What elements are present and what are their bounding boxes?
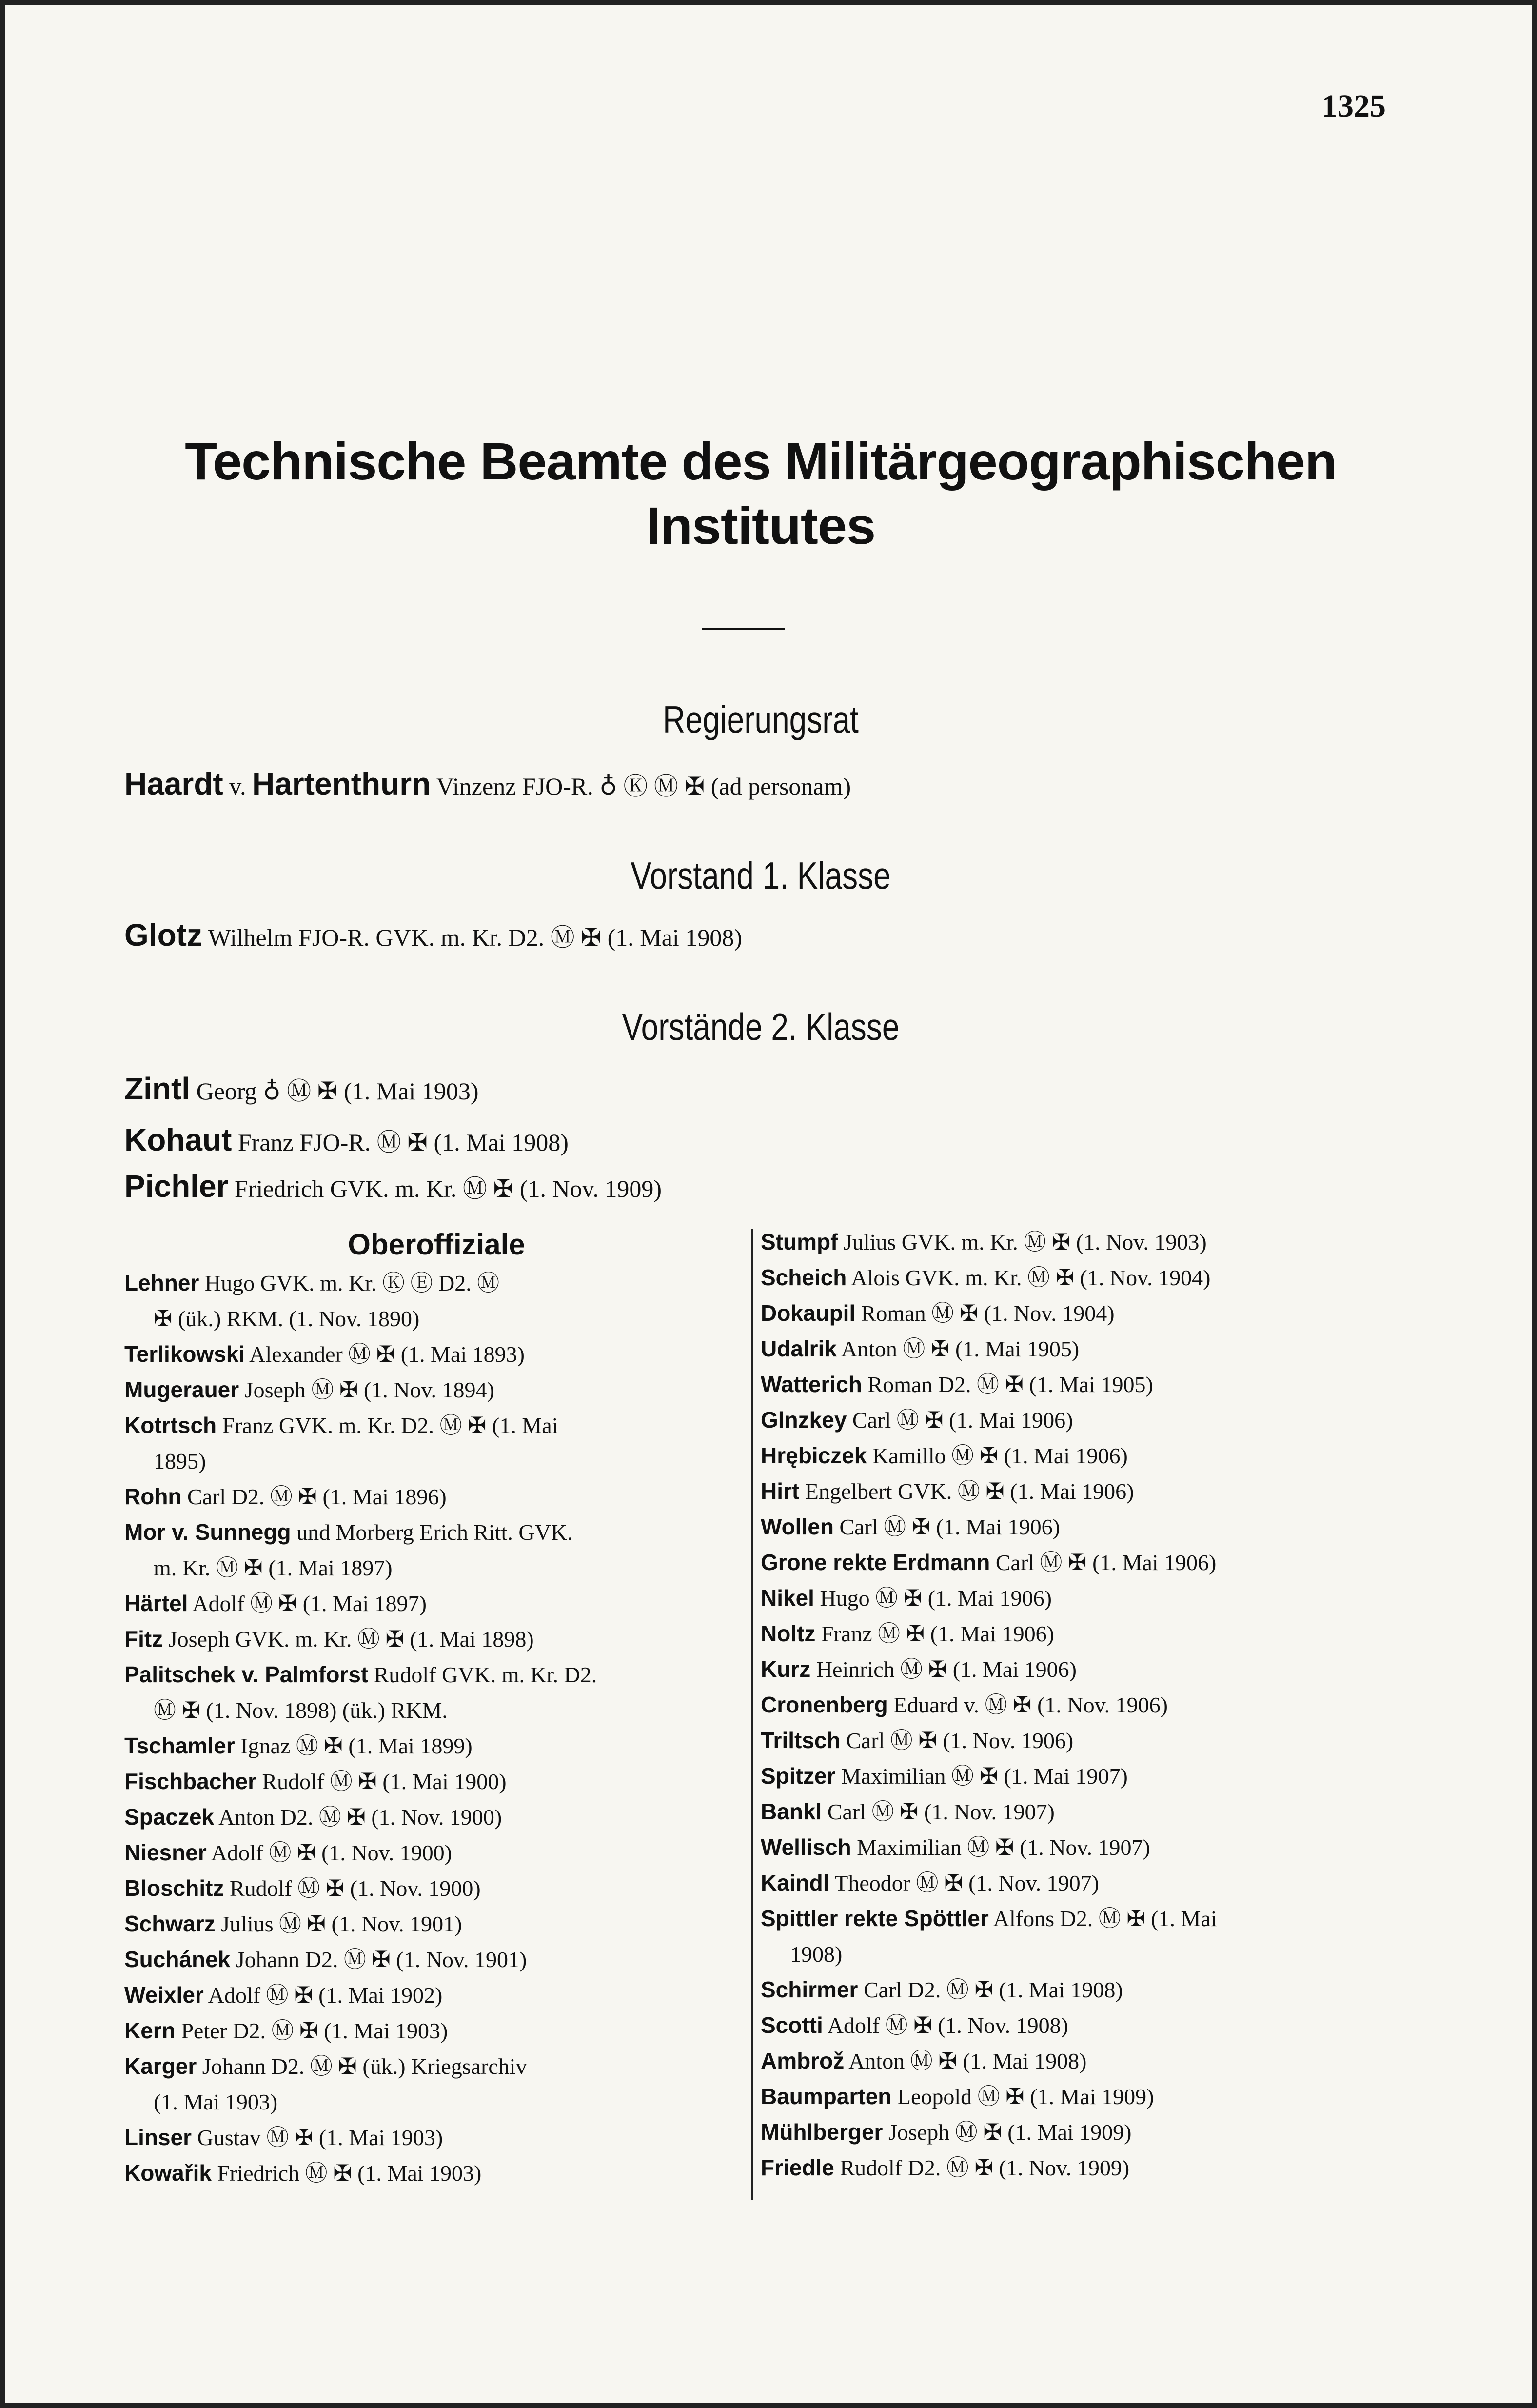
list-item-surname: Mor v. Sunnegg <box>124 1519 291 1545</box>
list-item-details: Hugo GVK. m. Kr. Ⓚ Ⓔ D2. Ⓜ <box>204 1271 500 1295</box>
list-item <box>124 1621 749 1657</box>
list-item <box>124 1728 749 1764</box>
oberoffiziale-left-column <box>124 1224 749 2191</box>
list-item <box>761 1758 1390 1794</box>
list-item <box>124 1692 749 1728</box>
list-item-details: Engelbert GVK. Ⓜ ✠ (1. Mai 1906) <box>805 1479 1134 1504</box>
list-item-details: Eduard v. Ⓜ ✠ (1. Nov. 1906) <box>893 1692 1168 1717</box>
list-item-details: Maximilian Ⓜ ✠ (1. Mai 1907) <box>841 1764 1128 1789</box>
list-item-surname: Kaindl <box>761 1870 829 1895</box>
list-item-surname: Fitz <box>124 1626 163 1652</box>
list-item-details: Carl Ⓜ ✠ (1. Mai 1906) <box>839 1514 1060 1539</box>
list-item <box>124 1514 749 1550</box>
list-item <box>124 1372 749 1408</box>
list-item <box>124 1871 749 1906</box>
list-item-surname: Kotrtsch <box>124 1413 217 1438</box>
list-item <box>761 1794 1390 1830</box>
list-item-details: Carl Ⓜ ✠ (1. Mai 1906) <box>995 1550 1217 1575</box>
list-item <box>761 2043 1390 2079</box>
list-item-surname: Terlikowski <box>124 1341 245 1367</box>
list-item-details: Carl D2. Ⓜ ✠ (1. Mai 1896) <box>187 1484 447 1509</box>
entry-details: Franz FJO-R. Ⓜ ✠ (1. Mai 1908) <box>237 1129 569 1156</box>
list-item <box>124 1443 749 1479</box>
page-number: 1325 <box>1321 88 1386 124</box>
list-item-surname: Hirt <box>761 1478 800 1504</box>
list-item-surname: Mühlberger <box>761 2119 883 2145</box>
entry-surname: Pichler <box>124 1169 229 1204</box>
list-item <box>761 1936 1390 1972</box>
list-item <box>761 1972 1390 2008</box>
list-item-surname: Kern <box>124 2018 176 2043</box>
list-item-surname: Dokaupil <box>761 1300 856 1326</box>
list-item-details: Carl Ⓜ ✠ (1. Mai 1906) <box>852 1408 1073 1433</box>
list-item-surname: Lehner <box>124 1270 199 1295</box>
list-item-details: m. Kr. Ⓜ ✠ (1. Mai 1897) <box>154 1555 393 1580</box>
list-item <box>124 1408 749 1443</box>
list-item-surname: Karger <box>124 2053 197 2079</box>
list-item-details: ✠ (ük.) RKM. (1. Nov. 1890) <box>154 1306 420 1331</box>
list-item-details: Leopold Ⓜ ✠ (1. Mai 1909) <box>897 2084 1154 2109</box>
list-item-surname: Kurz <box>761 1656 811 1682</box>
list-item-surname: Wellisch <box>761 1834 851 1860</box>
list-item <box>761 1830 1390 1865</box>
list-item <box>124 1942 749 1977</box>
list-item <box>761 1652 1390 1687</box>
list-item-surname: Schirmer <box>761 1977 858 2002</box>
list-item-surname: Rohn <box>124 1484 182 1509</box>
list-item-details: 1895) <box>154 1449 206 1473</box>
entry-details: Vinzenz FJO-R. ♁ Ⓚ Ⓜ ✠ (ad personam) <box>436 773 851 800</box>
list-item-details: Johann D2. Ⓜ ✠ (ük.) Kriegsarchiv <box>202 2054 527 2079</box>
list-item <box>761 1438 1390 1473</box>
list-item-details: Theodor Ⓜ ✠ (1. Nov. 1907) <box>834 1871 1099 1895</box>
list-item-details: Adolf Ⓜ ✠ (1. Nov. 1900) <box>211 1840 452 1865</box>
entry-kohaut <box>124 1122 569 1158</box>
list-item-surname: Baumparten <box>761 2084 892 2109</box>
list-item-surname: Nikel <box>761 1585 814 1611</box>
list-item-surname: Suchánek <box>124 1947 231 1972</box>
list-item <box>124 2155 749 2191</box>
list-item <box>761 1402 1390 1438</box>
list-item-details: Ignaz Ⓜ ✠ (1. Mai 1899) <box>240 1733 473 1758</box>
list-item-details: Gustav Ⓜ ✠ (1. Mai 1903) <box>197 2125 443 2150</box>
entry-surname: Zintl <box>124 1071 191 1106</box>
entry-glotz <box>124 917 742 953</box>
list-item-details: Anton D2. Ⓜ ✠ (1. Nov. 1900) <box>218 1805 502 1830</box>
list-item <box>124 1301 749 1336</box>
list-item <box>124 2120 749 2155</box>
list-item-surname: Triltsch <box>761 1728 841 1753</box>
list-item <box>124 1799 749 1835</box>
list-item-surname: Hrębiczek <box>761 1443 867 1468</box>
list-item <box>124 1835 749 1871</box>
list-item-details: Roman D2. Ⓜ ✠ (1. Mai 1905) <box>867 1372 1153 1397</box>
entry-pichler <box>124 1168 662 1204</box>
list-item <box>761 2150 1390 2186</box>
list-item-details: 1908) <box>790 1942 843 1967</box>
list-item-surname: Bloschitz <box>124 1875 224 1901</box>
list-item-details: und Morberg Erich Ritt. GVK. <box>296 1520 573 1545</box>
list-item-surname: Glnzkey <box>761 1407 847 1433</box>
list-item-surname: Cronenberg <box>761 1692 888 1717</box>
list-item <box>124 2049 749 2084</box>
list-item-surname: Bankl <box>761 1799 822 1824</box>
list-item <box>124 1906 749 1942</box>
list-item-surname: Wollen <box>761 1514 834 1539</box>
list-item-surname: Scotti <box>761 2012 823 2038</box>
list-item-surname: Weixler <box>124 1982 204 2008</box>
list-item-details: Adolf Ⓜ ✠ (1. Nov. 1908) <box>827 2013 1068 2038</box>
list-item <box>124 2084 749 2120</box>
entry-details: Friedrich GVK. m. Kr. Ⓜ ✠ (1. Nov. 1909) <box>234 1175 662 1202</box>
list-item <box>761 1865 1390 1901</box>
list-item-details: Peter D2. Ⓜ ✠ (1. Mai 1903) <box>181 2018 448 2043</box>
list-item-details: Adolf Ⓜ ✠ (1. Mai 1902) <box>208 1983 443 2008</box>
list-item-details: Joseph GVK. m. Kr. Ⓜ ✠ (1. Mai 1898) <box>168 1627 534 1652</box>
list-item-surname: Kowařik <box>124 2160 212 2186</box>
list-item <box>761 2008 1390 2043</box>
list-item-surname: Udalrik <box>761 1336 837 1361</box>
list-item <box>124 2013 749 2049</box>
entry-details: Georg ♁ Ⓜ ✠ (1. Mai 1903) <box>196 1077 479 1105</box>
list-item <box>761 1260 1390 1295</box>
list-item-surname: Stumpf <box>761 1229 838 1254</box>
list-item <box>761 2079 1390 2114</box>
list-item-surname: Spittler rekte Spöttler <box>761 1906 989 1931</box>
list-item <box>124 1479 749 1514</box>
list-item <box>124 1265 749 1301</box>
list-item <box>761 1687 1390 1723</box>
list-item-surname: Noltz <box>761 1621 816 1646</box>
list-item-surname: Linser <box>124 2125 192 2150</box>
column-divider <box>751 1229 753 2200</box>
list-item <box>761 1473 1390 1509</box>
list-item <box>124 1586 749 1621</box>
list-item-details: Heinrich Ⓜ ✠ (1. Mai 1906) <box>816 1657 1077 1682</box>
list-item <box>761 1901 1390 1936</box>
list-item-surname: Spaczek <box>124 1804 215 1830</box>
list-item-details: Hugo Ⓜ ✠ (1. Mai 1906) <box>820 1586 1052 1611</box>
entry-surname: Glotz <box>124 917 202 953</box>
list-item <box>761 1331 1390 1367</box>
list-item-details: Rudolf GVK. m. Kr. D2. <box>374 1662 597 1687</box>
list-item-details: Kamillo Ⓜ ✠ (1. Mai 1906) <box>872 1443 1128 1468</box>
list-item <box>761 1545 1390 1580</box>
list-item-details: Franz GVK. m. Kr. D2. Ⓜ ✠ (1. Mai <box>222 1413 558 1438</box>
list-item-details: Joseph Ⓜ ✠ (1. Mai 1909) <box>888 2120 1132 2145</box>
list-item-surname: Grone rekte Erdmann <box>761 1550 990 1575</box>
entry-particle: v. <box>229 773 246 800</box>
list-item <box>761 2114 1390 2150</box>
list-item <box>124 1550 749 1586</box>
list-item <box>761 1723 1390 1758</box>
list-item-surname: Niesner <box>124 1840 207 1865</box>
list-item-details: Julius Ⓜ ✠ (1. Nov. 1901) <box>221 1911 462 1936</box>
list-item-details: Friedrich Ⓜ ✠ (1. Mai 1903) <box>217 2161 482 2186</box>
section-heading-vorstand-1: Vorstand 1. Klasse <box>631 854 891 897</box>
list-item-surname: Tschamler <box>124 1733 235 1758</box>
list-item-surname: Spitzer <box>761 1763 836 1789</box>
section-heading-regierungsrat: Regierungsrat <box>663 698 859 741</box>
list-item-details: Alexander Ⓜ ✠ (1. Mai 1893) <box>249 1342 525 1367</box>
list-item-details: Alfons D2. Ⓜ ✠ (1. Mai <box>993 1906 1217 1931</box>
list-item-details: Julius GVK. m. Kr. Ⓜ ✠ (1. Nov. 1903) <box>843 1230 1207 1254</box>
list-item-details: Joseph Ⓜ ✠ (1. Nov. 1894) <box>244 1377 494 1402</box>
section-heading-oberoffiziale: Oberoffiziale <box>348 1228 525 1261</box>
list-item-surname: Friedle <box>761 2155 834 2180</box>
list-item <box>124 1336 749 1372</box>
list-item-details: Anton Ⓜ ✠ (1. Mai 1908) <box>848 2049 1087 2073</box>
list-item-details: Anton Ⓜ ✠ (1. Mai 1905) <box>841 1336 1080 1361</box>
list-item <box>761 1580 1390 1616</box>
list-item-surname: Ambrož <box>761 2048 845 2073</box>
entry-details: Wilhelm FJO-R. GVK. m. Kr. D2. Ⓜ ✠ (1. Mai 1908) <box>208 924 742 951</box>
entry-surname: Haardt <box>124 766 223 801</box>
entry-surname-2: Hartenthurn <box>252 766 431 801</box>
list-item <box>124 1977 749 2013</box>
list-item-surname: Watterich <box>761 1372 862 1397</box>
list-item-details: (1. Mai 1903) <box>154 2090 278 2114</box>
entry-surname: Kohaut <box>124 1122 232 1157</box>
list-item <box>124 1657 749 1692</box>
page-title: Technische Beamte des Militärgeographischen Institutes <box>185 432 1337 555</box>
list-item-details: Rudolf Ⓜ ✠ (1. Mai 1900) <box>262 1769 507 1794</box>
list-item <box>761 1224 1390 1260</box>
list-item-details: Carl Ⓜ ✠ (1. Nov. 1906) <box>846 1728 1074 1753</box>
list-item-details: Adolf Ⓜ ✠ (1. Mai 1897) <box>192 1591 427 1616</box>
list-item-details: Ⓜ ✠ (1. Nov. 1898) (ük.) RKM. <box>154 1698 448 1723</box>
list-item-surname: Mugerauer <box>124 1377 239 1402</box>
list-item <box>761 1295 1390 1331</box>
entry-zintl <box>124 1071 478 1107</box>
list-item-details: Roman Ⓜ ✠ (1. Nov. 1904) <box>861 1301 1115 1326</box>
list-item-details: Johann D2. Ⓜ ✠ (1. Nov. 1901) <box>236 1947 527 1972</box>
section-heading-vorstaende-2: Vorstände 2. Klasse <box>622 1005 900 1048</box>
entry-haardt <box>124 766 851 802</box>
list-item-details: Rudolf Ⓜ ✠ (1. Nov. 1900) <box>229 1876 481 1901</box>
title-divider <box>702 628 785 630</box>
list-item-details: Franz Ⓜ ✠ (1. Mai 1906) <box>821 1621 1054 1646</box>
list-item <box>761 1509 1390 1545</box>
list-item-details: Carl Ⓜ ✠ (1. Nov. 1907) <box>827 1799 1055 1824</box>
list-item <box>761 1616 1390 1652</box>
list-item-details: Rudolf D2. Ⓜ ✠ (1. Nov. 1909) <box>840 2155 1130 2180</box>
list-item-surname: Schwarz <box>124 1911 216 1936</box>
list-item-surname: Palitschek v. Palmforst <box>124 1662 369 1687</box>
list-item-surname: Scheich <box>761 1265 847 1290</box>
list-item <box>761 1367 1390 1402</box>
list-item <box>124 1764 749 1799</box>
oberoffiziale-right-column <box>761 1224 1390 2186</box>
list-item-surname: Härtel <box>124 1591 188 1616</box>
list-item-details: Maximilian Ⓜ ✠ (1. Nov. 1907) <box>857 1835 1150 1860</box>
list-item-surname: Fischbacher <box>124 1769 256 1794</box>
list-item-details: Carl D2. Ⓜ ✠ (1. Mai 1908) <box>863 1977 1123 2002</box>
list-item-details: Alois GVK. m. Kr. Ⓜ ✠ (1. Nov. 1904) <box>851 1265 1211 1290</box>
